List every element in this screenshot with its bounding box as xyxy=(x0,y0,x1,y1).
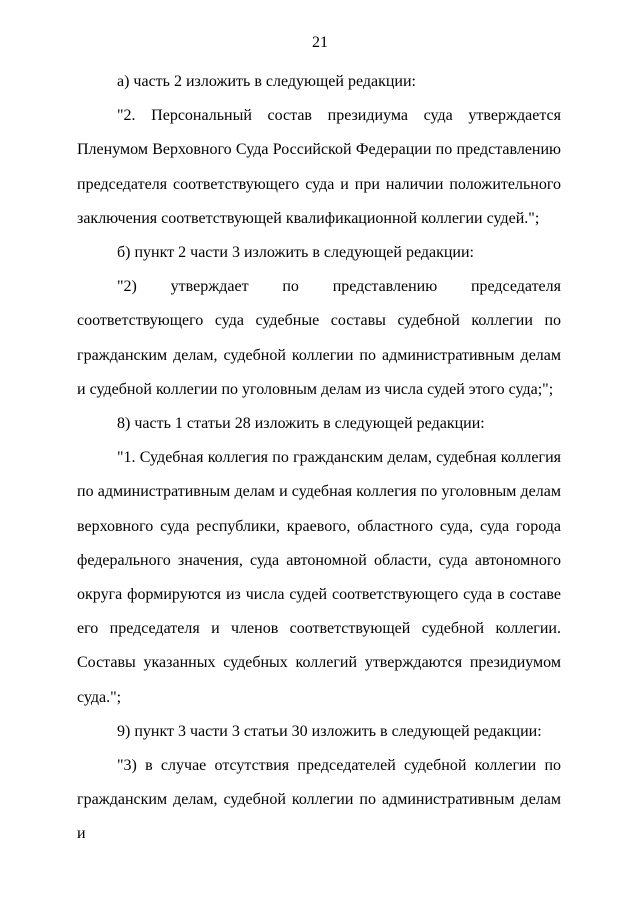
paragraph-item-a: а) часть 2 изложить в следующей редакции: xyxy=(117,73,416,90)
page-number: 21 xyxy=(312,34,328,51)
paragraph-item-b: б) пункт 2 части 3 изложить в следующей редакции: xyxy=(117,244,474,262)
paragraph-item-8: 8) часть 1 статьи 28 изложить в следующей редакции: xyxy=(117,415,485,433)
paragraph-quote-presidium: "2. Персональный состав президиума суда утверждается Пленумом Верховного Суда Российской Федерации по представлению председателя соответствующего суда и при наличии положительного заключения соответствующей квалификационной коллегии судей."; xyxy=(77,107,561,227)
paragraph-quote-collegia-approval: "2) утверждает по представлению председателя соответствующего суда судебные составы судебной коллегии по гражданским делам, судебной коллегии по административным делам и судебной коллегии по уголовным делам из числа судей этого суда;"; xyxy=(77,278,561,398)
paragraph-quote-collegia-formation: "1. Судебная коллегия по гражданским делам, судебная коллегия по административным делам и судебная коллегия по уголовным делам верховного суда республики, краевого, областного суда, суда города федерального значения, суда автономной области, суда автономного округа формируются из числа судей соответствующего суда в составе его председателя и членов соответствующей судебной коллегии. Составы указанных судебных коллегий утверждаются президиумом суда."; xyxy=(77,449,561,706)
document-body xyxy=(77,65,561,852)
paragraph-quote-absence: "3) в случае отсутствия председателей судебной коллегии по гражданским делам, судебной коллегии по административным делам и xyxy=(77,757,561,843)
paragraph-item-9: 9) пункт 3 части 3 статьи 30 изложить в следующей редакции: xyxy=(117,722,542,740)
